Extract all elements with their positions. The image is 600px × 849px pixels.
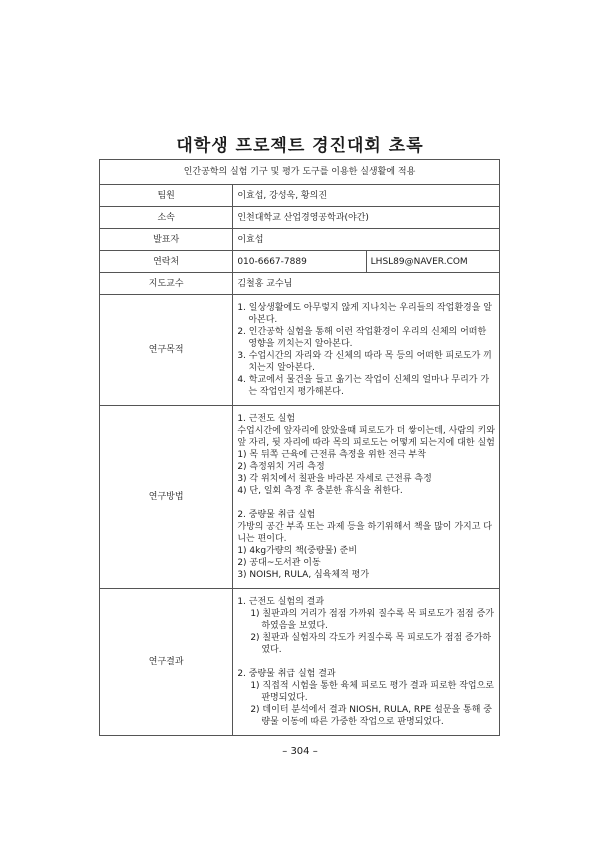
result-label: 연구결과 [100,589,233,736]
team-label: 팀원 [100,185,233,207]
affiliation-label: 소속 [100,207,233,229]
project-subject: 인간공학의 실험 기구 및 평가 도구를 이용한 실생활에 적용 [100,160,500,185]
method-step: 2) 공대~도서관 이동 [237,558,321,568]
method-heading: 1. 근전도 실험 [237,414,296,424]
purpose-content [233,295,500,406]
contact-email: LHSL89@NAVER.COM [366,251,499,273]
purpose-label: 연구목적 [100,295,233,406]
result-item: 2) 데이터 분석에서 결과 NIOSH, RULA, RPE 설문을 통해 중량물 이동에 따른 가중한 작업으로 판명되었다. [250,705,492,727]
method-text: 가방의 공간 부족 또는 과제 등을 하기위해서 책을 많이 가지고 다니는 편이다. [237,522,492,544]
spacer [237,497,495,509]
team-row [100,185,500,207]
method-step: 1) 목 뒤쪽 근육에 근전류 측정을 위한 전극 부착 [237,450,426,460]
advisor-value: 김철홍 교수님 [233,273,500,295]
affiliation-row [100,207,500,229]
presenter-row [100,229,500,251]
contact-row [100,251,500,273]
abstract-table [99,159,500,736]
method-text: 수업시간에 앞자리에 앉았을때 피로도가 더 쌓이는데, 사람의 키와 앞 자리, 뒷 자리에 따라 목의 피로도는 어떻게 되는지에 대한 실험 [237,426,495,448]
team-value: 이효섭, 강성욱, 황의진 [233,185,500,207]
purpose-item: 3. 수업시간의 자리와 각 신체의 따라 목 등의 어떠한 피로도가 끼치는지 알아본다. [237,351,492,373]
result-heading: 2. 중량물 취급 실험 결과 [237,669,336,679]
method-step: 3) 각 위치에서 칠판을 바라본 자세로 근전류 측정 [237,474,432,484]
result-item: 1) 칠판과의 거리가 점점 가까워 질수록 목 피로도가 점점 증가 하였음을 보였다. [250,609,494,631]
purpose-item: 2. 인간공학 실험을 통해 이런 작업환경이 우리의 신체의 어떠한 영향을 끼치는지 알아본다. [237,327,487,349]
contact-phone: 010-6667-7889 [233,251,366,273]
method-step: 3) NOISH, RULA, 심육체적 평가 [237,570,370,580]
method-heading: 2. 중량물 취급 실험 [237,510,316,520]
method-row [100,406,500,589]
method-step: 4) 단, 일회 측정 후 충분한 휴식을 취한다. [237,486,403,496]
purpose-row [100,295,500,406]
advisor-row [100,273,500,295]
affiliation-value: 인천대학교 산업경영공학과(야간) [233,207,500,229]
result-heading: 1. 근전도 실험의 결과 [237,597,325,607]
result-item: 2) 칠판과 실험자의 각도가 커질수록 목 피로도가 점점 증가하였다. [250,633,492,655]
page-number: – 304 – [282,746,318,757]
presenter-label: 발표자 [100,229,233,251]
presenter-value: 이효섭 [233,229,500,251]
contact-label: 연락처 [100,251,233,273]
result-row [100,589,500,736]
method-label: 연구방법 [100,406,233,589]
purpose-item: 1. 일상생활에도 아무렇지 않게 지나치는 우리들의 작업환경을 알아본다. [237,303,492,325]
advisor-label: 지도교수 [100,273,233,295]
purpose-item: 4. 학교에서 물건을 들고 옮기는 작업이 신체의 얼마나 무리가 가는 작업인지 평가해본다. [237,375,490,397]
method-step: 2) 측정위치 거리 측정 [237,462,325,472]
result-content [233,589,500,736]
page-title: 대학생 프로젝트 경진대회 초록 [176,136,424,156]
method-step: 1) 4kg가량의 책(중량물) 준비 [237,546,358,556]
spacer [237,656,495,668]
method-content [233,406,500,589]
result-item: 1) 직접적 시험을 통한 육체 피로도 평가 결과 피로한 작업으로 판명되었다. [250,681,494,703]
